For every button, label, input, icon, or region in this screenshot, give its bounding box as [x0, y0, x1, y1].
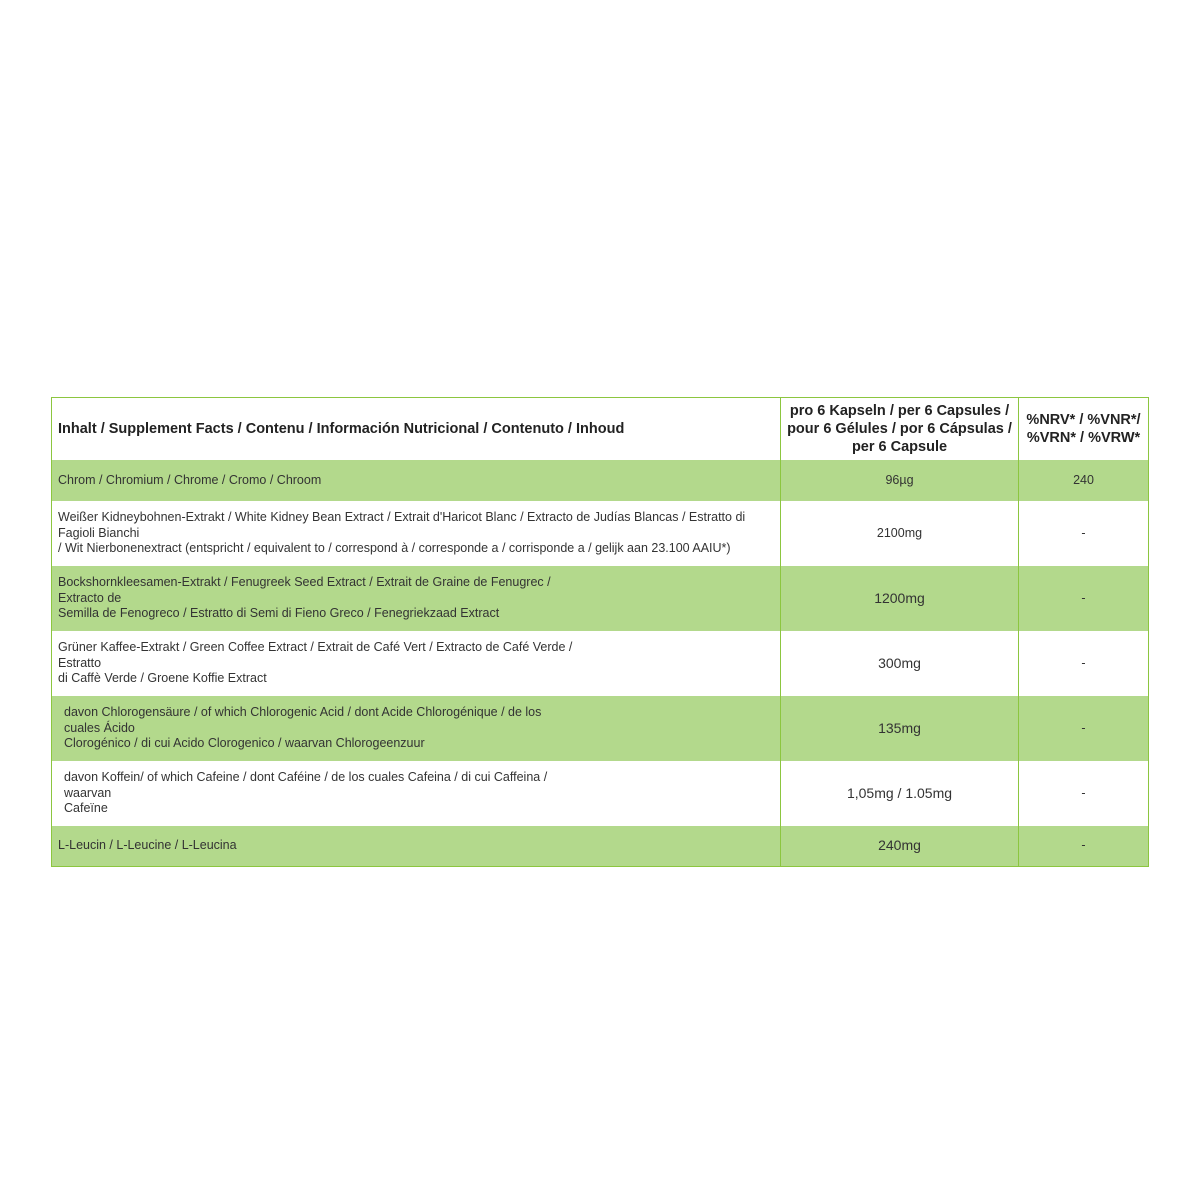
- header-name-cell: [52, 398, 781, 461]
- header-amount-cell: [781, 398, 1019, 461]
- amount-value: 1,05mg / 1.05mg: [846, 784, 953, 801]
- ingredient-name-line: Weißer Kidneybohnen-Extrakt / White Kidney Bean Extract / Extrait d'Haricot Blanc / Extracto de Judías Blancas / Estratto di Fagioli Bianchi: [58, 510, 746, 540]
- nrv-value: -: [1081, 655, 1086, 670]
- amount-value: 135mg: [878, 719, 921, 736]
- header-nrv-line: %VRN* / %VRW*: [1026, 430, 1141, 446]
- header-amount-line: per 6 Capsule: [851, 439, 948, 456]
- ingredient-name-cell: [52, 696, 781, 761]
- header-nrv-line: %NRV* / %VNR*/: [1026, 411, 1141, 428]
- ingredient-name-line: Semilla de Fenogreco / Estratto di Semi di Fieno Greco / Fenegriekzaad Extract: [58, 606, 500, 621]
- header-nrv-cell: [1019, 398, 1149, 461]
- amount-cell: [781, 826, 1019, 867]
- ingredient-name-cell: [52, 460, 781, 501]
- nrv-value: -: [1081, 838, 1086, 853]
- ingredient-name-line: di Caffè Verde / Groene Koffie Extract: [58, 671, 267, 686]
- ingredient-name-cell: [52, 501, 781, 566]
- amount-cell: [781, 460, 1019, 501]
- table-row: [52, 460, 1149, 501]
- amount-value: 300mg: [878, 654, 921, 671]
- nrv-cell: [1019, 696, 1149, 761]
- nrv-cell: [1019, 826, 1149, 867]
- ingredient-name-line: davon Chlorogensäure / of which Chlorogenic Acid / dont Acide Chlorogénique / de los cuales Ácido: [64, 705, 542, 735]
- ingredient-name-cell: [52, 631, 781, 696]
- amount-cell: [781, 631, 1019, 696]
- header-name-label: Inhalt / Supplement Facts / Contenu / Información Nutricional / Contenuto / Inhoud: [58, 420, 625, 437]
- ingredient-name: Chrom / Chromium / Chrome / Cromo / Chroom: [58, 472, 322, 487]
- nrv-cell: [1019, 460, 1149, 501]
- ingredient-name-cell: [52, 566, 781, 631]
- nrv-cell: [1019, 501, 1149, 566]
- header-amount-line: pour 6 Gélules / por 6 Cápsulas /: [787, 420, 1012, 437]
- nrv-value: -: [1081, 525, 1086, 540]
- amount-value: 2100mg: [876, 525, 923, 540]
- nrv-value: -: [1081, 720, 1086, 735]
- ingredient-name-cell: [52, 826, 781, 867]
- nrv-cell: [1019, 761, 1149, 826]
- ingredient-name: L-Leucin / L-Leucine / L-Leucina: [58, 838, 237, 853]
- table-header-row: [52, 398, 1149, 461]
- ingredient-name-line: Grüner Kaffee-Extrakt / Green Coffee Extract / Extrait de Café Vert / Extracto de Café Verde / Estratto: [58, 640, 573, 670]
- nrv-value: -: [1081, 785, 1086, 800]
- nrv-cell: [1019, 566, 1149, 631]
- nrv-cell: [1019, 631, 1149, 696]
- amount-cell: [781, 501, 1019, 566]
- table-row: [52, 761, 1149, 826]
- ingredient-name-line: davon Koffein/ of which Cafeine / dont Caféine / de los cuales Cafeina / di cui Caffeina / waarvan: [64, 770, 548, 800]
- amount-value: 240mg: [878, 837, 921, 854]
- amount-value: 96µg: [885, 472, 914, 487]
- amount-cell: [781, 566, 1019, 631]
- amount-cell: [781, 761, 1019, 826]
- table-row: [52, 631, 1149, 696]
- ingredient-name-line: Cafeïne: [64, 801, 108, 816]
- nrv-value: 240: [1073, 472, 1094, 487]
- nrv-value: -: [1081, 590, 1086, 605]
- amount-cell: [781, 696, 1019, 761]
- table-row: [52, 696, 1149, 761]
- ingredient-name-cell: [52, 761, 781, 826]
- table-row: [52, 826, 1149, 867]
- table-row: [52, 501, 1149, 566]
- supplement-facts-table: [51, 397, 1149, 867]
- ingredient-name-line: Bockshornkleesamen-Extrakt / Fenugreek Seed Extract / Extrait de Graine de Fenugrec / Extracto de: [58, 575, 551, 605]
- amount-value: 1200mg: [874, 589, 925, 606]
- ingredient-name-line: / Wit Nierbonenextract (entspricht / equivalent to / correspond à / corresponde a / corrisponde a / gelijk aan 23.100 AAIU*): [58, 541, 731, 556]
- header-amount-line: pro 6 Kapseln / per 6 Capsules /: [789, 402, 1010, 419]
- table-row: [52, 566, 1149, 631]
- ingredient-name-line: Clorogénico / di cui Acido Clorogenico / waarvan Chlorogeenzuur: [64, 736, 425, 751]
